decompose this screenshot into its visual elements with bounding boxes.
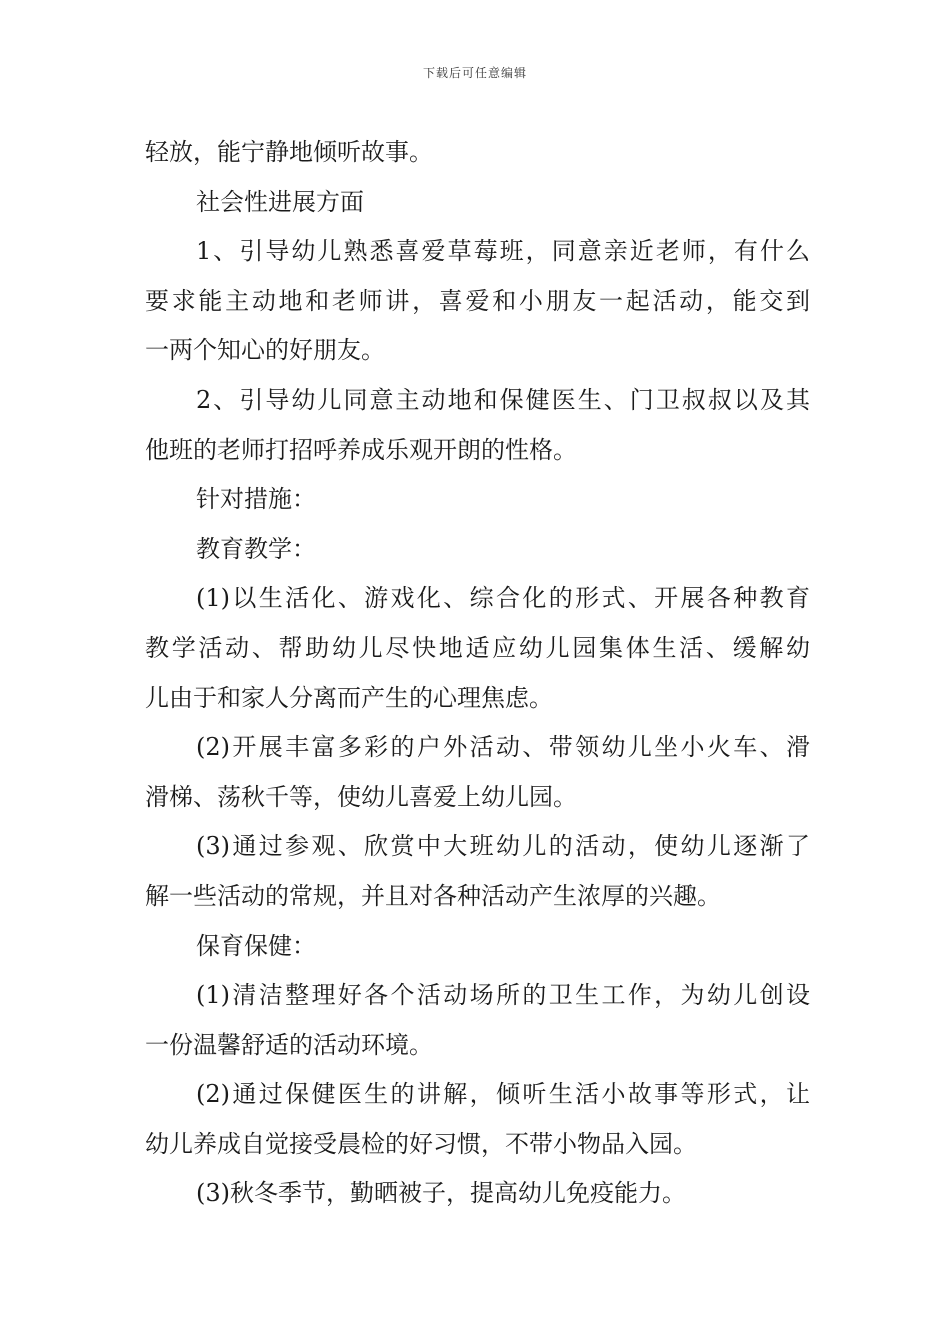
text-line: 解一些活动的常规，并且对各种活动产生浓厚的兴趣。 xyxy=(145,881,721,910)
text-line: (3)通过参观、欣赏中大班幼儿的活动，使幼儿逐渐了 xyxy=(196,832,810,861)
text-line: 社会性进展方面 xyxy=(196,187,364,216)
text-line: (3)秋冬季节，勤晒被子，提高幼儿免疫能力。 xyxy=(196,1179,686,1208)
text-line: (1)清洁整理好各个活动场所的卫生工作，为幼儿创设 xyxy=(196,981,810,1010)
text-line: 保育保健： xyxy=(196,931,316,960)
text-line: 他班的老师打招呼养成乐观开朗的性格。 xyxy=(145,435,577,464)
text-line: (2)开展丰富多彩的户外活动、带领幼儿坐小火车、滑 xyxy=(196,733,810,762)
text-line: 教学活动、帮助幼儿尽快地适应幼儿园集体生活、缓解幼 xyxy=(145,633,810,662)
text-line: 儿由于和家人分离而产生的心理焦虑。 xyxy=(145,683,553,712)
text-line: 教育教学： xyxy=(196,534,316,563)
document-body xyxy=(145,128,810,1219)
text-line: 一两个知心的好朋友。 xyxy=(145,336,385,365)
text-line: (1)以生活化、游戏化、综合化的形式、开展各种教育 xyxy=(196,584,810,613)
text-line: 针对措施： xyxy=(196,485,316,514)
page-header: 下载后可任意编辑 xyxy=(422,66,527,80)
text-line: 幼儿养成自觉接受晨检的好习惯，不带小物品入园。 xyxy=(145,1129,697,1158)
text-line: 1、引导幼儿熟悉喜爱草莓班，同意亲近老师，有什么 xyxy=(196,237,810,266)
text-line: 轻放，能宁静地倾听故事。 xyxy=(145,138,433,166)
text-line: 要求能主动地和老师讲，喜爱和小朋友一起活动，能交到 xyxy=(145,286,810,315)
text-line: (2)通过保健医生的讲解，倾听生活小故事等形式，让 xyxy=(196,1080,810,1109)
text-line: 滑梯、荡秋千等，使幼儿喜爱上幼儿园。 xyxy=(145,782,577,811)
text-line: 2、引导幼儿同意主动地和保健医生、门卫叔叔以及其 xyxy=(196,385,810,414)
text-line: 一份温馨舒适的活动环境。 xyxy=(145,1030,433,1059)
